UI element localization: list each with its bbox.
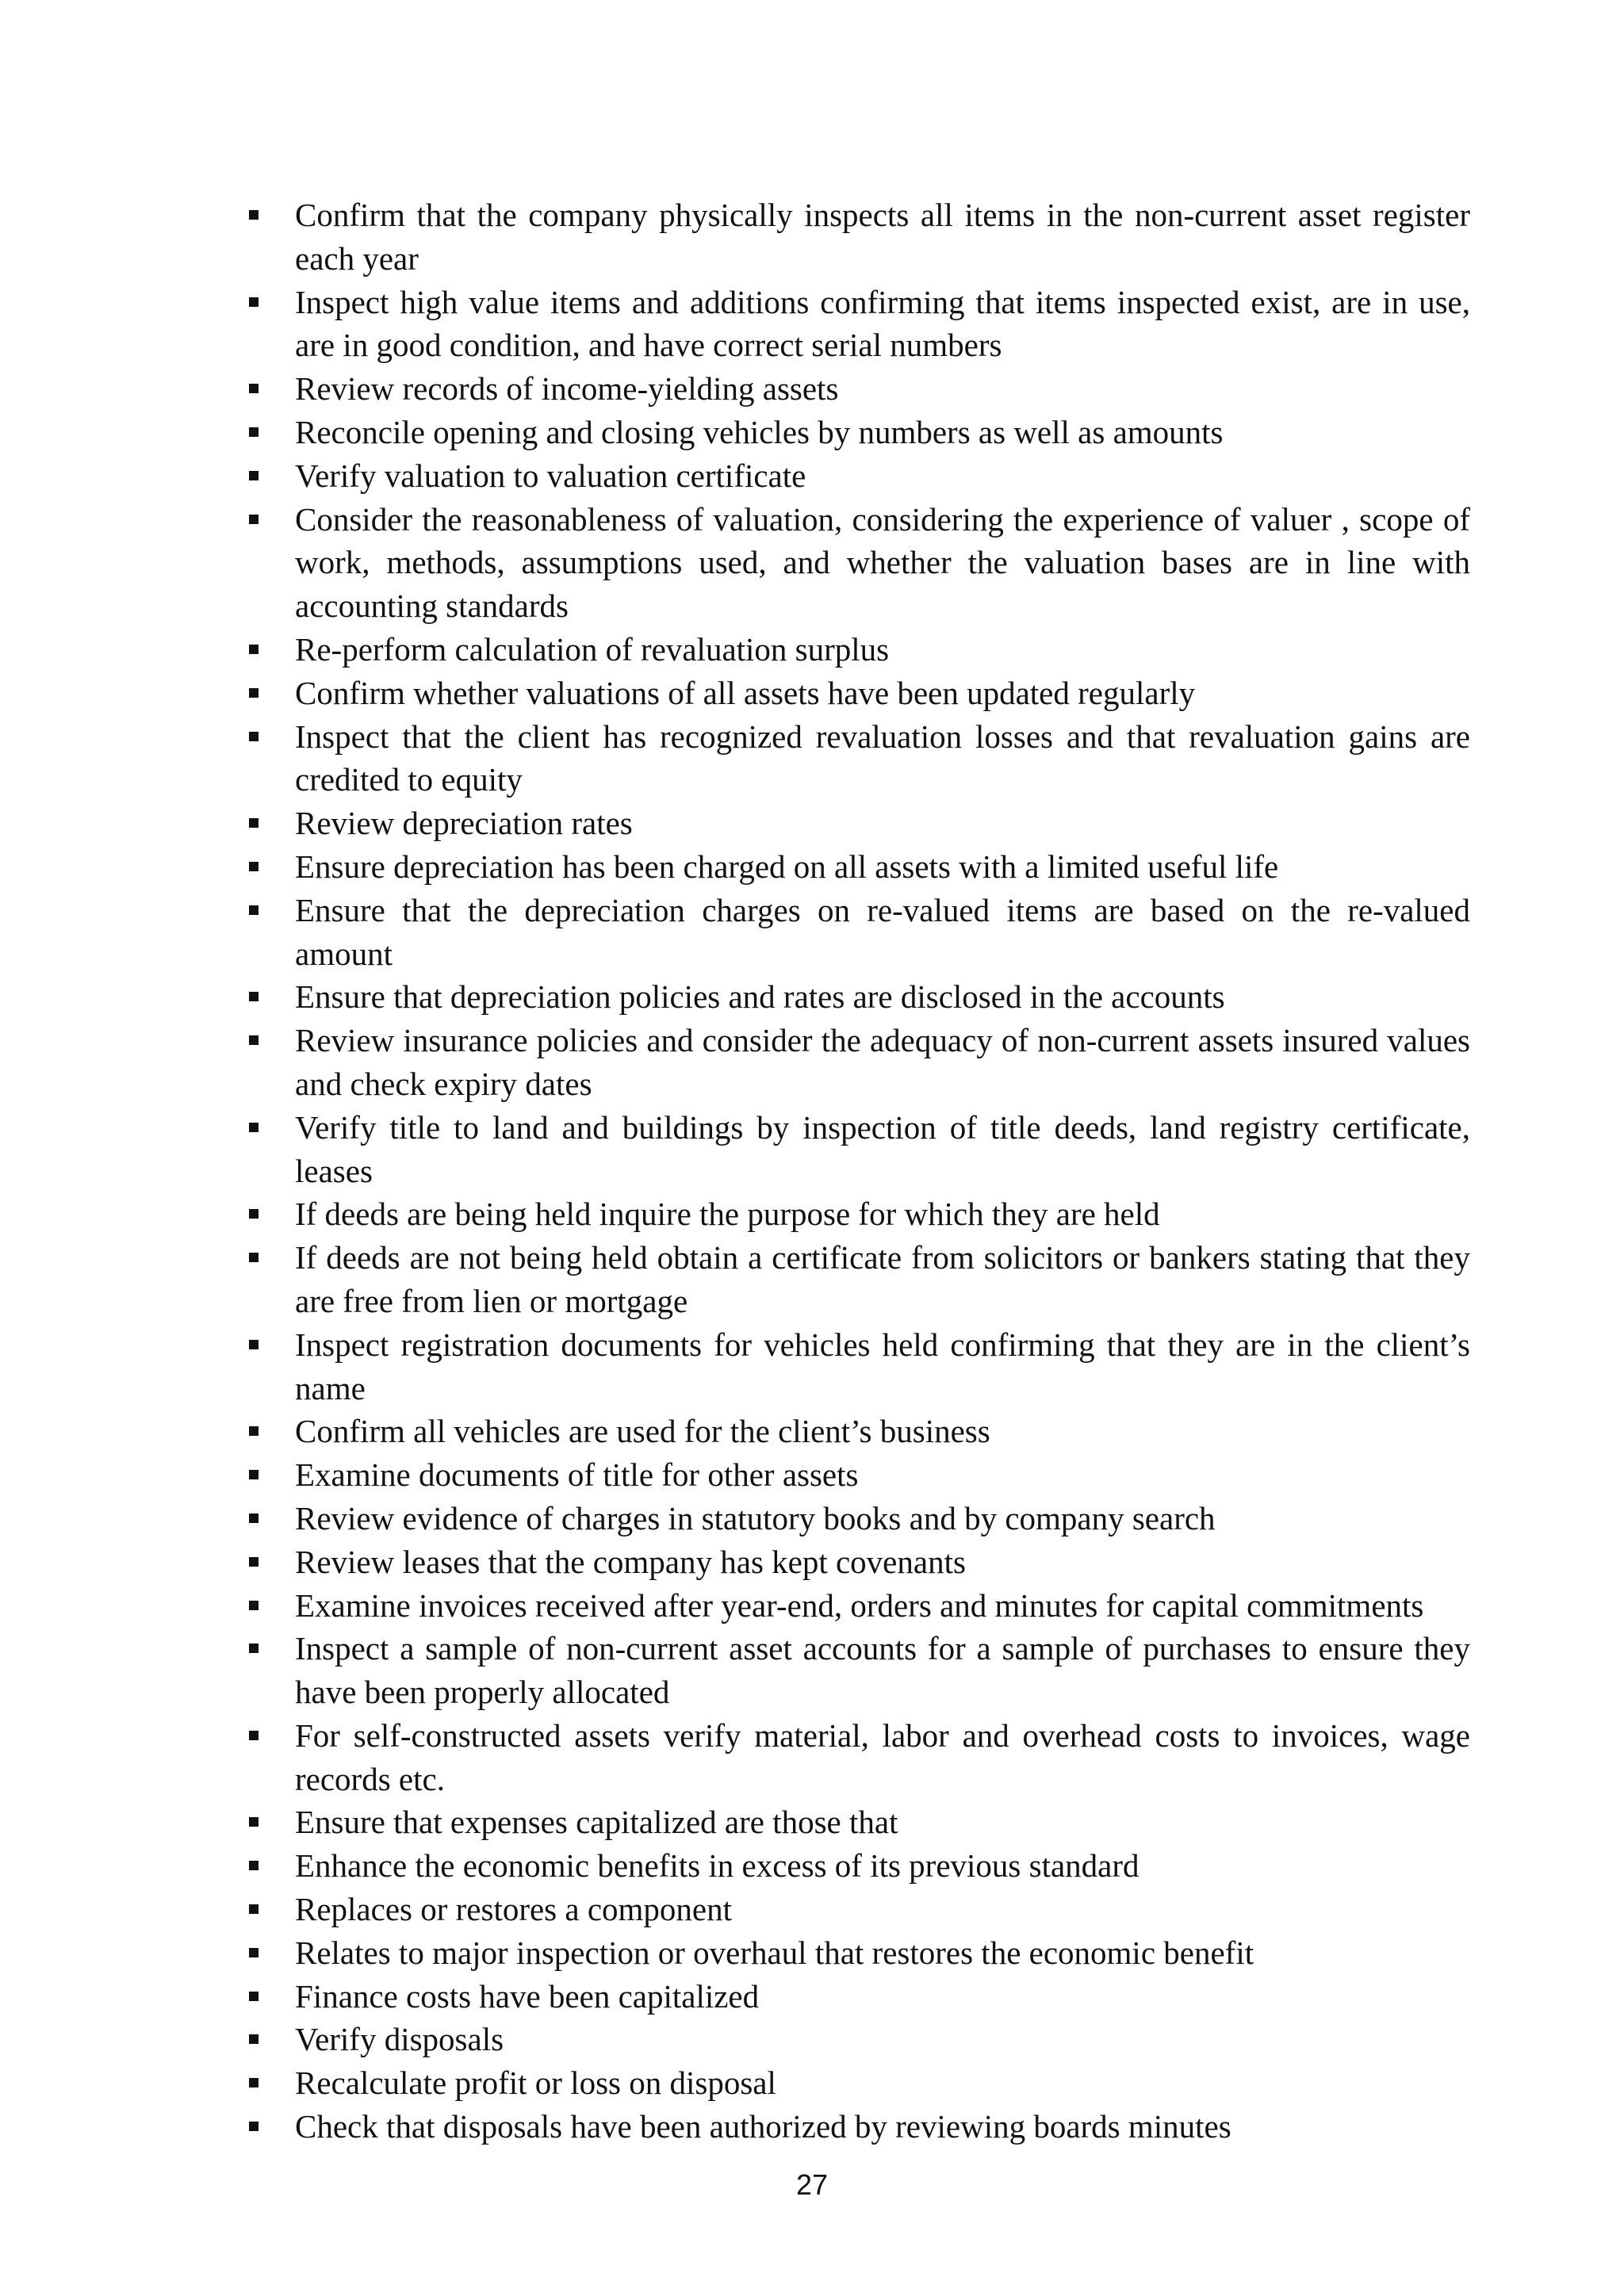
- list-item-text: Confirm whether valuations of all assets have been updated regularly: [295, 674, 1196, 711]
- list-item: [238, 715, 1470, 802]
- square-bullet-icon: [249, 1470, 259, 1479]
- list-item-text: Re-perform calculation of revaluation surplus: [295, 630, 890, 668]
- list-item: [238, 1019, 1470, 1106]
- list-item-text: Examine invoices received after year-end, orders and minutes for capital commitments: [295, 1586, 1424, 1624]
- square-bullet-icon: [249, 2078, 259, 2087]
- list-item-text: Verify disposals: [295, 2021, 504, 2058]
- square-bullet-icon: [249, 384, 259, 393]
- list-item-text: Ensure depreciation has been charged on all assets with a limited useful life: [295, 848, 1279, 885]
- list-item-text: Verify title to land and buildings by inspection of title deeds, land registry certificate, leases: [295, 1108, 1470, 1189]
- page-number: 27: [795, 2168, 829, 2201]
- list-item-text: Confirm that the company physically inspects all items in the non-current asset register each year: [295, 197, 1470, 277]
- list-item-text: Inspect a sample of non-current asset accounts for a sample of purchases to ensure they have been properly allocated: [295, 1630, 1470, 1711]
- list-item: [238, 845, 1470, 889]
- list-item: [238, 1975, 1470, 2019]
- list-item: [238, 1584, 1470, 1628]
- list-item-text: Check that disposals have been authorized by reviewing boards minutes: [295, 2108, 1231, 2145]
- list-item: [238, 367, 1470, 411]
- list-item: [238, 411, 1470, 454]
- square-bullet-icon: [249, 1209, 259, 1219]
- list-item-text: Ensure that the depreciation charges on re-valued items are based on the re-valued amount: [295, 891, 1470, 972]
- square-bullet-icon: [249, 210, 259, 220]
- list-item: [238, 1192, 1470, 1236]
- list-item-text: Consider the reasonableness of valuation, considering the experience of valuer , scope of work, methods, assumptions used, and whether the valuation bases are in line with accounting standards: [295, 500, 1470, 625]
- list-item-text: Review depreciation rates: [295, 805, 633, 842]
- square-bullet-icon: [249, 1817, 259, 1827]
- square-bullet-icon: [249, 427, 259, 437]
- square-bullet-icon: [249, 297, 259, 307]
- square-bullet-icon: [249, 1731, 259, 1740]
- square-bullet-icon: [249, 645, 259, 654]
- bullet-list: [238, 193, 1470, 2149]
- list-item-text: Review records of income-yielding assets: [295, 370, 839, 408]
- list-item: [238, 498, 1470, 628]
- square-bullet-icon: [249, 1426, 259, 1436]
- list-item-text: Review leases that the company has kept covenants: [295, 1543, 966, 1580]
- square-bullet-icon: [249, 1861, 259, 1870]
- square-bullet-icon: [249, 1123, 259, 1132]
- list-item: [238, 802, 1470, 845]
- list-item-text: Review evidence of charges in statutory books and by company search: [295, 1499, 1216, 1536]
- square-bullet-icon: [249, 1557, 259, 1567]
- list-item-text: Relates to major inspection or overhaul that restores the economic benefit: [295, 1934, 1254, 1971]
- square-bullet-icon: [249, 2122, 259, 2131]
- square-bullet-icon: [249, 1601, 259, 1610]
- list-item: [238, 1540, 1470, 1584]
- list-item-text: Verify valuation to valuation certificate: [295, 457, 806, 494]
- list-item: [238, 672, 1470, 715]
- list-item: [238, 1453, 1470, 1497]
- list-item-text: If deeds are not being held obtain a certificate from solicitors or bankers stating that they are free from lien or mortgage: [295, 1239, 1470, 1319]
- square-bullet-icon: [249, 862, 259, 871]
- list-item-text: Reconcile opening and closing vehicles by numbers as well as amounts: [295, 413, 1224, 450]
- square-bullet-icon: [249, 732, 259, 741]
- square-bullet-icon: [249, 515, 259, 524]
- list-item: [238, 2105, 1470, 2149]
- square-bullet-icon: [249, 688, 259, 698]
- square-bullet-icon: [249, 905, 259, 915]
- square-bullet-icon: [249, 818, 259, 828]
- list-item: [238, 454, 1470, 498]
- list-item: [238, 975, 1470, 1019]
- list-item-text: Recalculate profit or loss on disposal: [295, 2064, 776, 2102]
- list-item-text: For self-constructed assets verify material, labor and overhead costs to invoices, wage records etc.: [295, 1716, 1470, 1797]
- list-item: [238, 1800, 1470, 1844]
- list-item-text: Confirm all vehicles are used for the client’s business: [295, 1413, 990, 1450]
- square-bullet-icon: [249, 1513, 259, 1523]
- list-item-text: Ensure that expenses capitalized are those that: [295, 1804, 898, 1841]
- square-bullet-icon: [249, 1253, 259, 1262]
- list-item-text: Ensure that depreciation policies and rates are disclosed in the accounts: [295, 978, 1225, 1016]
- list-item: [238, 1106, 1470, 1193]
- square-bullet-icon: [249, 1644, 259, 1653]
- square-bullet-icon: [249, 1904, 259, 1914]
- square-bullet-icon: [249, 1340, 259, 1349]
- square-bullet-icon: [249, 1948, 259, 1957]
- list-item: [238, 1931, 1470, 1975]
- square-bullet-icon: [249, 1035, 259, 1045]
- list-item-text: Enhance the economic benefits in excess of its previous standard: [295, 1847, 1139, 1885]
- list-item: [238, 1888, 1470, 1931]
- list-item-text: Inspect registration documents for vehicles held confirming that they are in the client’s name: [295, 1326, 1470, 1406]
- list-item-text: Finance costs have been capitalized: [295, 1977, 760, 2015]
- list-item: [238, 193, 1470, 281]
- list-item-text: Inspect high value items and additions confirming that items inspected exist, are in use, are in good condition, and have correct serial numbers: [295, 283, 1470, 364]
- square-bullet-icon: [249, 992, 259, 1001]
- list-item: [238, 2061, 1470, 2105]
- list-item: [238, 1627, 1470, 1714]
- square-bullet-icon: [249, 2034, 259, 2044]
- list-item: [238, 1844, 1470, 1888]
- list-item: [238, 1236, 1470, 1323]
- list-item: [238, 281, 1470, 368]
- list-item: [238, 1410, 1470, 1453]
- list-item-text: Inspect that the client has recognized revaluation losses and that revaluation gains are credited to equity: [295, 718, 1470, 798]
- list-item: [238, 1497, 1470, 1540]
- list-item: [238, 1714, 1470, 1801]
- list-item: [238, 1323, 1470, 1410]
- square-bullet-icon: [249, 1992, 259, 2001]
- square-bullet-icon: [249, 471, 259, 480]
- list-item-text: Examine documents of title for other assets: [295, 1456, 859, 1494]
- list-item-text: If deeds are being held inquire the purpose for which they are held: [295, 1196, 1160, 1233]
- list-item-text: Review insurance policies and consider the adequacy of non-current assets insured values and check expiry dates: [295, 1022, 1470, 1102]
- list-item: [238, 889, 1470, 976]
- list-item: [238, 2018, 1470, 2061]
- list-item-text: Replaces or restores a component: [295, 1891, 733, 1928]
- list-item: [238, 628, 1470, 672]
